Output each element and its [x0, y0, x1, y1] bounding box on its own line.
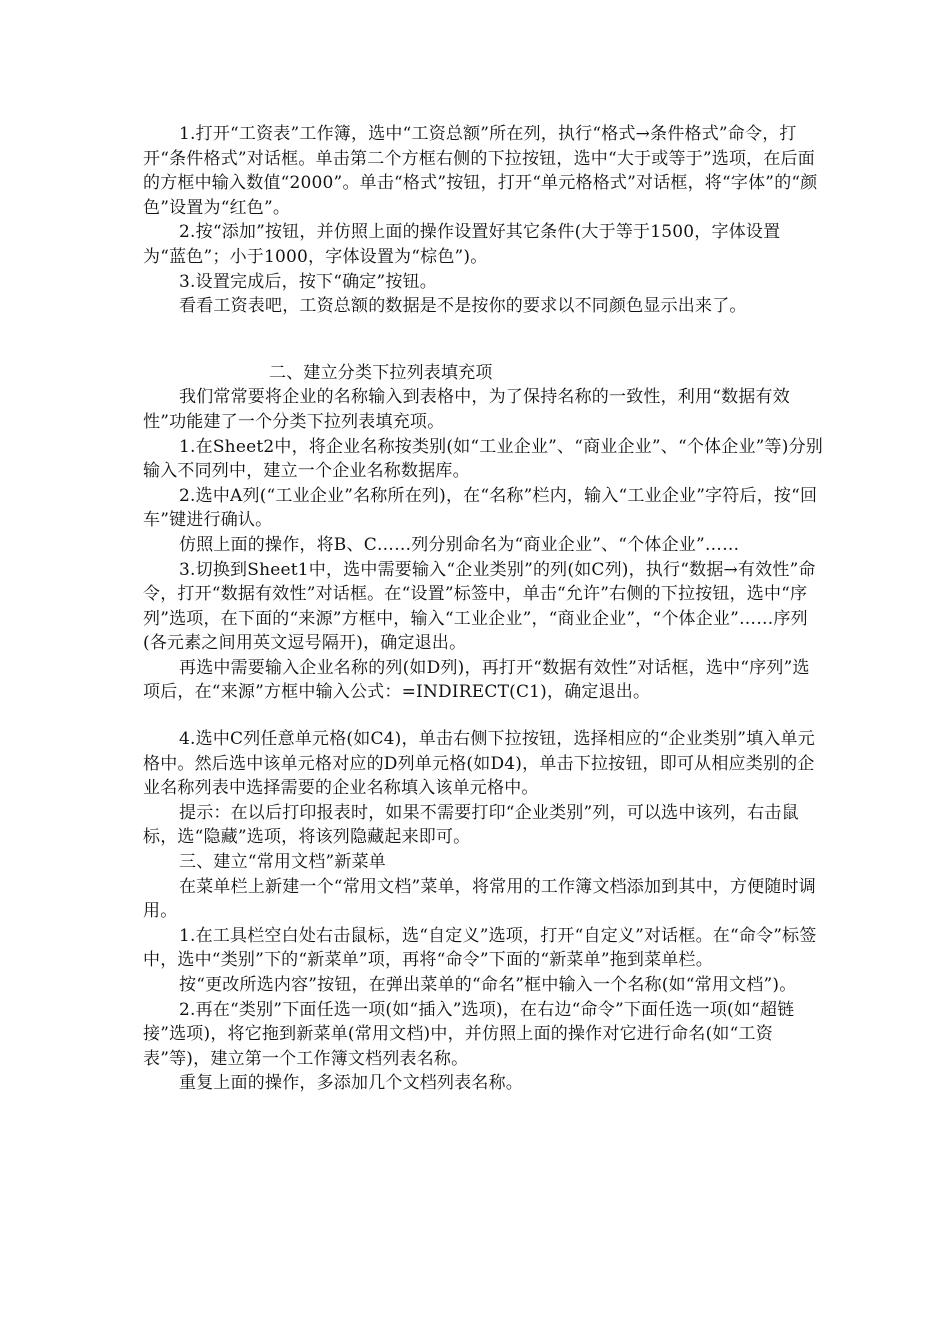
- paragraph: 看看工资表吧，工资总额的数据是不是按你的要求以不同颜色显示出来了。: [179, 296, 747, 317]
- paragraph: 2.选中A列(“工业企业”名称所在列)，在“名称”栏内，输入“工业企业”字符后，按“回车”键进行确认。: [143, 485, 818, 531]
- paragraph: 仿照上面的操作，将B、C……列分别命名为“商业企业”、“个体企业”……: [179, 534, 740, 555]
- paragraph: 4.选中C列任意单元格(如C4)，单击右侧下拉按钮，选择相应的“企业类别”填入单元格中。然后选中该单元格对应的D列单元格(如D4)，单击下拉按钮，即可从相应类别的企业名称列表中选择需要的企业名称填入该单元格中。: [143, 729, 815, 799]
- paragraph: 1.在Sheet2中，将企业名称按类别(如“工业企业”、“商业企业”、“个体企业”等)分别输入不同列中，建立一个企业名称数据库。: [143, 436, 823, 482]
- paragraph: 1.在工具栏空白处右击鼠标，选“自定义”选项，打开“自定义”对话框。在“命令”标签中，选中“类别”下的“新菜单”项，再将“命令”下面的“新菜单”拖到菜单栏。: [143, 925, 817, 971]
- paragraph: 我们常常要将企业的名称输入到表格中，为了保持名称的一致性，利用“数据有效性”功能建了一个分类下拉列表填充项。: [143, 387, 790, 432]
- paragraph: 按“更改所选内容”按钮，在弹出菜单的“命名”框中输入一个名称(如“常用文档”)。: [179, 975, 797, 995]
- paragraph: 3.切换到Sheet1中，选中需要输入“企业类别”的列(如C列)，执行“数据→有效性”命令，打开“数据有效性”对话框。在“设置”标签中，单击“允许”右侧的下拉按钮，选中“序列”选项，在下面的“来源”方框中，输入“工业企业”，“商业企业”，“个体企业”……序列(各元素之间用英文逗号隔开)，确定退出。: [143, 559, 816, 654]
- paragraph: 2.再在“类别”下面任选一项(如“插入”选项)，在右边“命令”下面任选一项(如“超链接”选项)，将它拖到新菜单(常用文档)中，并仿照上面的操作对它进行命名(如“工资表”等)，建立第一个工作簿文档列表名称。: [143, 999, 795, 1069]
- spacer: [143, 319, 823, 361]
- paragraph: 提示：在以后打印报表时，如果不需要打印“企业类别”列，可以选中该列，右击鼠标，选“隐藏”选项，将该列隐藏起来即可。: [143, 802, 799, 848]
- paragraph: 3.设置完成后，按下“确定”按钮。: [179, 271, 438, 292]
- paragraph: 重复上面的操作，多添加几个文档列表名称。: [179, 1073, 523, 1094]
- section-heading: 二、建立分类下拉列表填充项: [269, 362, 493, 383]
- paragraph: 在菜单栏上新建一个“常用文档”菜单，将常用的工作簿文档添加到其中，方便随时调用。: [143, 876, 816, 922]
- section-heading: 三、建立“常用文档”新菜单: [179, 852, 386, 873]
- paragraph: 1.打开“工资表”工作簿，选中“工资总额”所在列，执行“格式→条件格式”命令，打开“条件格式”对话框。单击第二个方框右侧的下拉按钮，选中“大于或等于”选项，在后面的方框中输入数值“2000”。单击“格式”按钮，打开“单元格格式”对话框，将“字体”的“颜色”设置为“红色”。: [143, 124, 818, 218]
- document-body: [143, 122, 823, 1096]
- paragraph: 2.按“添加”按钮，并仿照上面的操作设置好其它条件(大于等于1500，字体设置为“蓝色”；小于1000，字体设置为“棕色”)。: [143, 222, 781, 267]
- paragraph: 再选中需要输入企业名称的列(如D列)，再打开“数据有效性”对话框，选中“序列”选项后，在“来源”方框中输入公式：=INDIRECT(C1)，确定退出。: [143, 657, 810, 703]
- spacer: [143, 705, 823, 727]
